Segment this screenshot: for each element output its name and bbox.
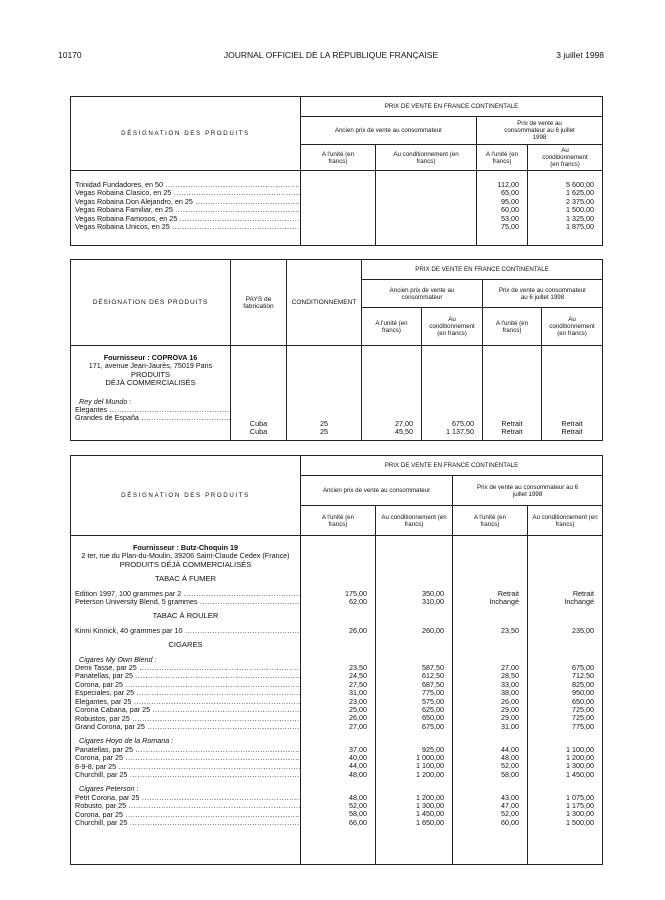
price-value: 235,00 <box>572 625 594 635</box>
product-name: Vegas Robaina Unicos, en 25 ..... <box>71 223 300 231</box>
price-value: 48,00 <box>501 753 519 762</box>
designation-header: DÉSIGNATION DES PRODUITS <box>71 260 231 346</box>
t2-nu <box>483 346 542 441</box>
product-name: Corona Cabana, par 25 ..... <box>71 706 300 714</box>
product-name: Petit Corona, par 25 ..... <box>71 794 300 802</box>
price-value: 1 200,00 <box>566 753 594 762</box>
price-value: 27,50 <box>349 679 367 689</box>
price-value: 775,00 <box>422 688 444 698</box>
price-value: 23,50 <box>501 625 519 635</box>
price-value: 1 325,00 <box>566 213 594 223</box>
t2-names <box>71 346 231 441</box>
price-value: 1 650,00 <box>416 817 444 827</box>
t2-ac <box>422 346 483 441</box>
price-value: 58,00 <box>501 769 519 779</box>
price-value: 26,00 <box>349 625 367 635</box>
price-value: 775,00 <box>572 721 594 731</box>
ancien-header: Ancien prix de vente au consommateur <box>362 280 483 308</box>
product-name: Churchill, par 25 ..... <box>71 771 300 779</box>
price-value: 60,00 <box>501 817 519 827</box>
brand-title: Rey del Mundo : <box>79 396 132 406</box>
t3-nu <box>453 536 528 865</box>
t2-pays <box>231 346 287 441</box>
price-value: 62,00 <box>349 596 367 606</box>
t3-nc <box>528 536 603 865</box>
product-name: Peterson University Blend, 5 grammes ..... <box>71 598 300 606</box>
price-value: 310,00 <box>422 596 444 606</box>
price-value: 2 375,00 <box>566 196 594 206</box>
product-name: Vegas Robaina Clasico, en 25 ..... <box>71 189 300 197</box>
product-name: Corona, par 25 ..... <box>71 811 300 819</box>
price-value: 1 500,00 <box>566 205 594 215</box>
price-value: 1 300,00 <box>416 801 444 811</box>
t1-nc <box>528 171 603 246</box>
price-value: 40,00 <box>349 753 367 762</box>
price-value: 33,00 <box>501 679 519 689</box>
journal-title: JOURNAL OFFICIEL DE LA RÉPUBLIQUE FRANÇAISE <box>223 50 439 60</box>
price-value: 38,00 <box>501 688 519 698</box>
product-name: 8-9-8, par 25 ..... <box>71 763 300 771</box>
pays-header: PAYS de fabrication <box>231 260 287 346</box>
price-value: 950,00 <box>572 688 594 698</box>
section-title: TABAC À FUMER <box>154 574 217 584</box>
price-value: 23,00 <box>349 696 367 706</box>
price-value: 29,00 <box>501 713 519 723</box>
price-value: 24,50 <box>349 671 367 681</box>
price-value: Retrait <box>501 427 523 437</box>
price-value: 1 625,00 <box>566 188 594 198</box>
page-number: 10170 <box>58 50 82 60</box>
price-value: 675,00 <box>422 721 444 731</box>
price-value: 44,00 <box>349 761 367 771</box>
price-value: 1 075,00 <box>566 792 594 802</box>
price-value: 1 000,00 <box>416 753 444 762</box>
price-value: 587,50 <box>422 662 444 672</box>
price-value: 1 450,00 <box>566 769 594 779</box>
price-value: 5 600,00 <box>566 180 594 189</box>
price-value: 37,00 <box>349 744 367 754</box>
price-value: 650,00 <box>572 696 594 706</box>
nouveau-cond-header: Au conditionnement (en francs) <box>528 145 603 171</box>
ancien-unite-header: A l'unité (en francs) <box>301 145 376 171</box>
t3-names <box>71 536 301 865</box>
product-name: Trinidad Fundadores, en 50 ..... <box>71 181 300 189</box>
price-value: 350,00 <box>422 588 444 598</box>
price-value: 52,00 <box>349 801 367 811</box>
ancien-cond-header: Au conditionnement (en francs) <box>376 506 453 536</box>
ancien-cond-header: Au conditionnement (en francs) <box>422 308 483 346</box>
price-value: 712,50 <box>572 671 594 681</box>
price-value: 60,00 <box>501 205 519 215</box>
price-value: 825,00 <box>572 679 594 689</box>
price-value: 26,00 <box>349 713 367 723</box>
price-value: 1 500,00 <box>566 817 594 827</box>
price-value: 58,00 <box>349 809 367 819</box>
product-name: Edition 1997, 100 grammes par 2 ..... <box>71 590 300 598</box>
price-value: 44,00 <box>501 744 519 754</box>
t2-nc <box>542 346 603 441</box>
product-name: Churchill, par 25 ..... <box>71 819 300 827</box>
conditionnement-header: CONDITIONNEMENT <box>287 260 362 346</box>
prix-header: PRIX DE VENTE EN FRANCE CONTINENTALE <box>301 97 603 117</box>
product-name: Robusto, par 25 ..... <box>71 802 300 810</box>
price-value: 1 200,00 <box>416 792 444 802</box>
price-value: Retrait <box>497 588 519 598</box>
price-value: 725,00 <box>572 704 594 714</box>
group-title: Cigares Hoyo de la Romana : <box>79 736 174 746</box>
section-title: TABAC À ROULER <box>152 611 219 621</box>
product-name: Grandes de España ..... <box>71 414 230 422</box>
price-value: 925,00 <box>422 744 444 754</box>
price-value: 612,50 <box>422 671 444 681</box>
price-value: 675,00 <box>572 662 594 672</box>
price-value: Inchangé <box>564 596 594 606</box>
designation-header: DÉSIGNATION DES PRODUITS <box>71 97 301 171</box>
prix-header: PRIX DE VENTE EN FRANCE CONTINENTALE <box>362 260 603 280</box>
t3-au <box>301 536 376 865</box>
price-value: Retrait <box>501 419 523 428</box>
product-name: Kinni Kinnick, 40 grammes par 10 ..... <box>71 627 300 635</box>
t2-cond <box>287 346 362 441</box>
price-value: 650,00 <box>422 713 444 723</box>
product-name: Vegas Robaina Famosos, en 25 ..... <box>71 215 300 223</box>
product-name: Robustos, par 25 ..... <box>71 715 300 723</box>
price-value: 28,50 <box>501 671 519 681</box>
price-value: Inchangé <box>489 596 519 606</box>
price-value: 31,00 <box>349 688 367 698</box>
ancien-unite-header: A l'unité (en francs) <box>362 308 422 346</box>
price-value: 25,00 <box>349 704 367 714</box>
product-name: Elegantes ..... <box>71 406 230 414</box>
product-name: Vegas Robaina Familiar, en 25 ..... <box>71 206 300 214</box>
price-value: 725,00 <box>572 713 594 723</box>
price-value: 1 200,00 <box>416 769 444 779</box>
price-value: Retrait <box>561 419 583 428</box>
price-value: 625,00 <box>422 704 444 714</box>
nouveau-cond-header: Au conditionnement (en francs) <box>528 506 603 536</box>
price-value: 27,00 <box>349 721 367 731</box>
nouveau-cond-header: Au conditionnement (en francs) <box>542 308 603 346</box>
price-value: 48,00 <box>349 792 367 802</box>
price-value: 1 175,00 <box>566 801 594 811</box>
product-name: Vegas Robaina Don Alejandro, en 25 ..... <box>71 198 300 206</box>
nouveau-unite-header: A l'unité (en francs) <box>453 506 528 536</box>
group-title: Cigares My Own Blend : <box>79 654 157 664</box>
ancien-header: Ancien prix de vente au consommateur <box>301 476 453 506</box>
price-value: 66,00 <box>349 817 367 827</box>
price-value: 45,50 <box>395 427 413 437</box>
product-name: Grand Corona, par 25 ..... <box>71 723 300 731</box>
price-value: 95,00 <box>501 196 519 206</box>
price-value: 687,50 <box>422 679 444 689</box>
price-value: 1 100,00 <box>416 761 444 771</box>
product-name: Corona, par 25 ..... <box>71 754 300 762</box>
supplier-address: 2 ter, rue du Plan-du-Moulin, 39206 Saint-Claude Cedex (France) <box>81 551 290 561</box>
ancien-header: Ancien prix de vente au consommateur <box>301 117 477 145</box>
ancien-unite-header: A l'unité (en francs) <box>301 506 376 536</box>
price-value: 43,00 <box>501 792 519 802</box>
price-value: Retrait <box>561 427 583 437</box>
price-value: 1 137,50 <box>446 427 474 437</box>
price-value: 29,00 <box>501 704 519 714</box>
product-name: Elegantes, par 25 ..... <box>71 698 300 706</box>
supplier-name: Fournisseur : Butz-Choquin 19 <box>132 543 238 552</box>
group-title: Cigares Peterson : <box>79 784 139 794</box>
price-value: 75,00 <box>501 222 519 232</box>
product-name: Demi Tasse, par 25 ..... <box>71 664 300 672</box>
t1-names <box>71 171 301 246</box>
price-value: 65,00 <box>501 188 519 198</box>
price-value: 53,00 <box>501 213 519 223</box>
supplier-name: Fournisseur : COPROVA 16 <box>103 353 198 362</box>
t3-ac <box>376 536 453 865</box>
price-value: 52,00 <box>501 761 519 771</box>
price-value: 1 300,00 <box>566 809 594 819</box>
price-value: 1 450,00 <box>416 809 444 819</box>
section-title: PRODUITS DÉJÀ COMMERCIALISÉS <box>119 559 252 569</box>
price-value: 25 <box>320 427 328 437</box>
price-value: 23,50 <box>349 662 367 672</box>
price-value: 112,00 <box>497 180 519 189</box>
nouveau-header: Prix de vente au consommateur au 6 juillet 1998 <box>477 117 603 145</box>
price-value: 675,00 <box>452 419 474 428</box>
designation-header: DÉSIGNATION DES PRODUITS <box>71 456 301 536</box>
section-title: CIGARES <box>168 640 203 650</box>
price-value: 26,00 <box>501 696 519 706</box>
nouveau-header: Prix de vente au consommateur au 6 juillet 1998 <box>483 280 603 308</box>
t2-au <box>362 346 422 441</box>
price-value: 260,00 <box>422 625 444 635</box>
product-name: Panatellas, par 25 ..... <box>71 672 300 680</box>
product-name: Panatellas, par 25 ..... <box>71 746 300 754</box>
price-table-2 <box>70 259 603 441</box>
nouveau-unite-header: A l'unité (en francs) <box>483 308 542 346</box>
price-value: Retrait <box>572 588 594 598</box>
price-value: 47,00 <box>501 801 519 811</box>
product-name: Especiales, par 25 ..... <box>71 689 300 697</box>
price-value: 1 100,00 <box>566 744 594 754</box>
t1-nu <box>477 171 528 246</box>
product-name: Corona, par 25 ..... <box>71 681 300 689</box>
page-header <box>58 50 604 64</box>
price-value: 175,00 <box>345 588 367 598</box>
prix-header: PRIX DE VENTE EN FRANCE CONTINENTALE <box>301 456 603 476</box>
price-table-1 <box>70 96 603 246</box>
price-value: 52,00 <box>501 809 519 819</box>
price-value: 48,00 <box>349 769 367 779</box>
price-table-3 <box>70 455 603 865</box>
price-value: 27,00 <box>501 662 519 672</box>
price-value: 1 875,00 <box>566 222 594 232</box>
price-value: 575,00 <box>422 696 444 706</box>
supplier-address: 171, avenue Jean-Jaurès, 75019 Paris <box>88 361 213 371</box>
section-title: PRODUITS <box>130 369 171 379</box>
price-value: Cuba <box>249 427 268 437</box>
price-value: Cuba <box>249 419 268 428</box>
section-title: DÉJÀ COMMERCIALISÉS <box>105 378 196 388</box>
price-value: 31,00 <box>501 721 519 731</box>
nouveau-header: Prix de vente au consommateur au 6 juillet 1998 <box>453 476 603 506</box>
nouveau-unite-header: A l'unité (en francs) <box>477 145 528 171</box>
price-value: 27,00 <box>395 419 413 428</box>
page-date: 3 juillet 1998 <box>556 50 604 60</box>
ancien-cond-header: Au conditionnement (en francs) <box>376 145 477 171</box>
price-value: 25 <box>320 419 328 428</box>
price-value: 1 300,00 <box>566 761 594 771</box>
